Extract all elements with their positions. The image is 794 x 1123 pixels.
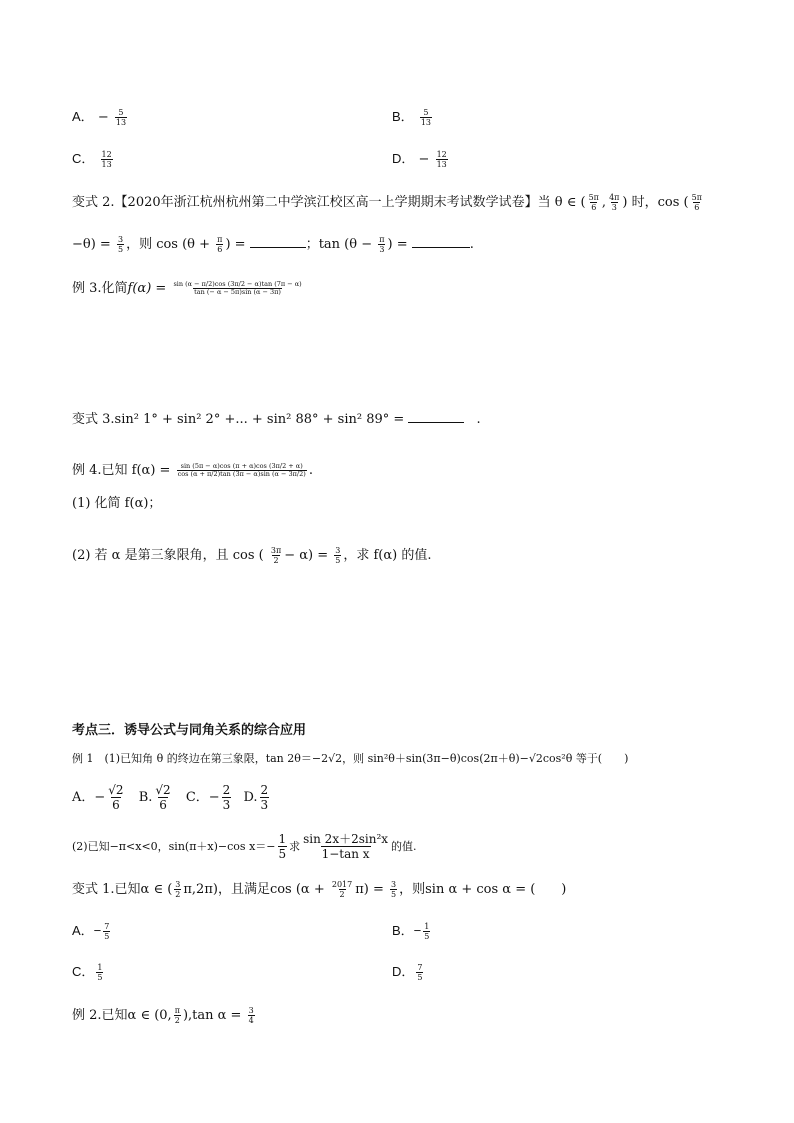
fraction: [103, 922, 110, 941]
denominator: 5: [97, 973, 103, 982]
question-text: π) =: [355, 882, 384, 897]
denominator: 5: [104, 932, 110, 941]
numerator: 3: [391, 880, 397, 889]
k3-example-2: [72, 1006, 257, 1025]
fraction: [216, 235, 223, 254]
numerator: 12: [436, 150, 447, 159]
numerator: 3: [117, 235, 124, 244]
fraction: [115, 108, 127, 127]
numerator: 5: [118, 108, 124, 117]
fraction: [260, 783, 270, 812]
k3-variant-1-option-a: [72, 922, 112, 941]
fraction: [222, 783, 232, 812]
numerator: 2: [222, 783, 231, 797]
denominator: 6: [159, 798, 167, 812]
denominator: 1−tan x: [321, 847, 370, 861]
expression-text: ，求 f(α) 的值.: [343, 548, 432, 563]
numerator: π: [217, 235, 223, 244]
example-4-part-1: [72, 495, 161, 513]
denominator: 2: [175, 890, 181, 899]
numerator: √2: [155, 783, 171, 797]
option-c: [72, 150, 115, 169]
fraction: [154, 783, 171, 812]
denominator: 13: [101, 160, 112, 169]
denominator: 2: [174, 1016, 180, 1025]
denominator: 5: [391, 890, 397, 899]
minus-sign: −: [97, 110, 109, 125]
denominator: 2: [273, 556, 279, 565]
fraction: [302, 832, 389, 861]
denominator: tan (− α − 5π)sin (α − 3π): [194, 288, 281, 296]
denominator: cos (α + π/2)tan (3π − α)sin (α − 3π/2): [177, 470, 306, 478]
period: .: [308, 463, 313, 478]
example-label: 例 4.已知 f(α) =: [72, 463, 171, 478]
fraction: [416, 963, 423, 982]
period: .: [469, 237, 474, 252]
fraction: [420, 108, 432, 127]
option-label: D．: [392, 151, 415, 166]
expression-text: 变式 3.sin² 1° + sin² 2° +... + sin² 88° + sin² 89° =: [72, 412, 405, 427]
denominator: 2: [339, 890, 345, 899]
variant-3: [72, 410, 481, 429]
question-text: π,2π)，且满足cos (α +: [183, 882, 325, 897]
denominator: 5: [424, 932, 430, 941]
sub-question: (2) 若 α 是第三象限角，且 cos (: [72, 548, 264, 563]
example-label: 例 3.化简: [72, 281, 128, 296]
denominator: 4: [248, 1016, 254, 1025]
denominator: 6: [694, 203, 700, 212]
fraction: [174, 1006, 181, 1025]
numerator: π: [379, 235, 385, 244]
option-d: D.: [243, 790, 258, 805]
fraction: [101, 150, 113, 169]
question-text: ),tan α =: [182, 1008, 242, 1023]
numerator: 7: [104, 922, 110, 931]
option-b: B.: [138, 790, 153, 805]
fraction: [172, 281, 302, 296]
k3-variant-1-option-d: [392, 963, 425, 982]
fraction: [378, 235, 385, 254]
numerator: 1: [424, 922, 430, 931]
fraction: [331, 880, 353, 899]
option-label: B．−: [392, 923, 422, 938]
numerator: π: [174, 1006, 180, 1015]
option-d: [392, 150, 450, 169]
k3-example-1: [72, 750, 628, 768]
denominator: 5: [278, 847, 287, 861]
fraction: [177, 463, 307, 478]
k3-variant-1: [72, 880, 566, 899]
numerator: 4π: [609, 193, 620, 202]
expression-text: ) =: [225, 237, 246, 252]
denominator: 3: [222, 798, 231, 812]
option-label: C．: [72, 964, 95, 979]
numerator: 5: [423, 108, 429, 117]
denominator: 6: [112, 798, 120, 812]
option-label: A．−: [72, 923, 102, 938]
numerator: 2017: [331, 880, 353, 889]
fraction: [436, 150, 448, 169]
k3-example-1-options: [72, 783, 271, 812]
condition-text: 当 θ ∈ (: [537, 195, 586, 210]
option-label: B．: [392, 109, 414, 124]
sub-question: (1) 化简 f(α)；: [72, 496, 162, 511]
option-a: [72, 108, 129, 127]
fraction: [423, 922, 430, 941]
fraction: [691, 193, 703, 212]
numerator: 2: [260, 783, 269, 797]
fraction: [96, 963, 103, 982]
denominator: 3: [379, 245, 385, 254]
fraction: [278, 832, 288, 861]
denominator: 13: [436, 160, 447, 169]
variant-2-line2: [72, 235, 474, 254]
numerator: sin (5π − α)cos (π + α)cos (3π/2 + α): [180, 462, 303, 470]
expression-text: ，则 cos (θ +: [126, 237, 211, 252]
option-b: [392, 108, 434, 127]
numerator: 12: [101, 150, 112, 159]
numerator: 3: [175, 880, 181, 889]
denominator: 5: [117, 245, 124, 254]
fraction: [390, 880, 397, 899]
source-note: 【2020年浙江杭州杭州第二中学滨江校区高一上学期期末考试数学试卷】: [114, 195, 538, 210]
fraction: [334, 546, 341, 565]
option-label: A．: [72, 109, 94, 124]
variant-label: 变式 2.: [72, 195, 115, 210]
denominator: 13: [115, 118, 127, 127]
fraction: [588, 193, 600, 212]
k3-variant-1-option-b: [392, 922, 432, 941]
answer-blank[interactable]: [412, 235, 470, 248]
k3-example-1-part-2: [72, 832, 417, 861]
numerator: 3: [248, 1006, 254, 1015]
expression-text: ；tan (θ −: [305, 237, 373, 252]
expression-text: ) =: [387, 237, 408, 252]
option-c: C．−: [185, 790, 220, 805]
option-label: D．: [392, 964, 415, 979]
section-heading: [72, 722, 306, 740]
numerator: 3π: [270, 546, 282, 555]
variant-2-line1: [72, 193, 705, 212]
denominator: 5: [335, 556, 341, 565]
expression-text: − α) =: [284, 548, 329, 563]
numerator: 3: [335, 546, 341, 555]
numerator: 5π: [691, 193, 702, 202]
k3-variant-1-option-c: [72, 963, 105, 982]
fraction: [248, 1006, 255, 1025]
numerator: sin (α − π/2)cos (3π/2 − α)tan (7π − α): [173, 280, 302, 288]
comma: ,: [601, 195, 607, 210]
example-4-part-2: [72, 546, 432, 565]
denominator: 6: [591, 203, 597, 212]
section-title: 考点三．诱导公式与同角关系的综合应用: [72, 723, 307, 738]
fraction: [174, 880, 181, 899]
denominator: 13: [420, 118, 431, 127]
numerator: 5π: [588, 193, 599, 202]
answer-blank[interactable]: [408, 410, 464, 423]
numerator: 7: [417, 963, 423, 972]
denominator: 3: [611, 203, 617, 212]
numerator: sin 2x＋2sin²x: [303, 832, 389, 846]
expression-text: −θ) =: [72, 237, 111, 252]
numerator: 1: [278, 832, 287, 846]
numerator: 1: [97, 963, 103, 972]
option-a: A．−: [72, 790, 106, 805]
option-label: C．: [72, 151, 95, 166]
numerator: √2: [108, 783, 124, 797]
denominator: 3: [260, 798, 269, 812]
question-text: 的值.: [391, 840, 417, 853]
question-text: (2)已知−π<x<0，sin(π＋x)−cos x＝−: [72, 840, 276, 853]
fraction: [117, 235, 124, 254]
function-name: f(α) =: [127, 281, 167, 296]
fraction: [270, 546, 282, 565]
denominator: 6: [217, 245, 223, 254]
question-text: 求: [289, 840, 301, 853]
fraction: [107, 783, 124, 812]
answer-blank[interactable]: [250, 235, 306, 248]
period: .: [476, 412, 481, 427]
example-3: [72, 280, 305, 298]
minus-sign: −: [418, 152, 430, 167]
example-4: [72, 462, 313, 480]
question-text: 变式 1.已知α ∈ (: [72, 882, 173, 897]
fraction: [608, 193, 620, 212]
condition-text: ) 时，cos (: [622, 195, 689, 210]
question-text: 例 1 (1)已知角 θ 的终边在第三象限，tan 2θ＝−2√2，则 sin²θ＋sin(3π−θ)cos(2π＋θ)−√2cos²θ 等于( ): [72, 752, 629, 765]
question-text: 例 2.已知α ∈ (0,: [72, 1008, 172, 1023]
question-text: ，则sin α + cos α = ( ): [399, 882, 567, 897]
denominator: 5: [417, 973, 423, 982]
